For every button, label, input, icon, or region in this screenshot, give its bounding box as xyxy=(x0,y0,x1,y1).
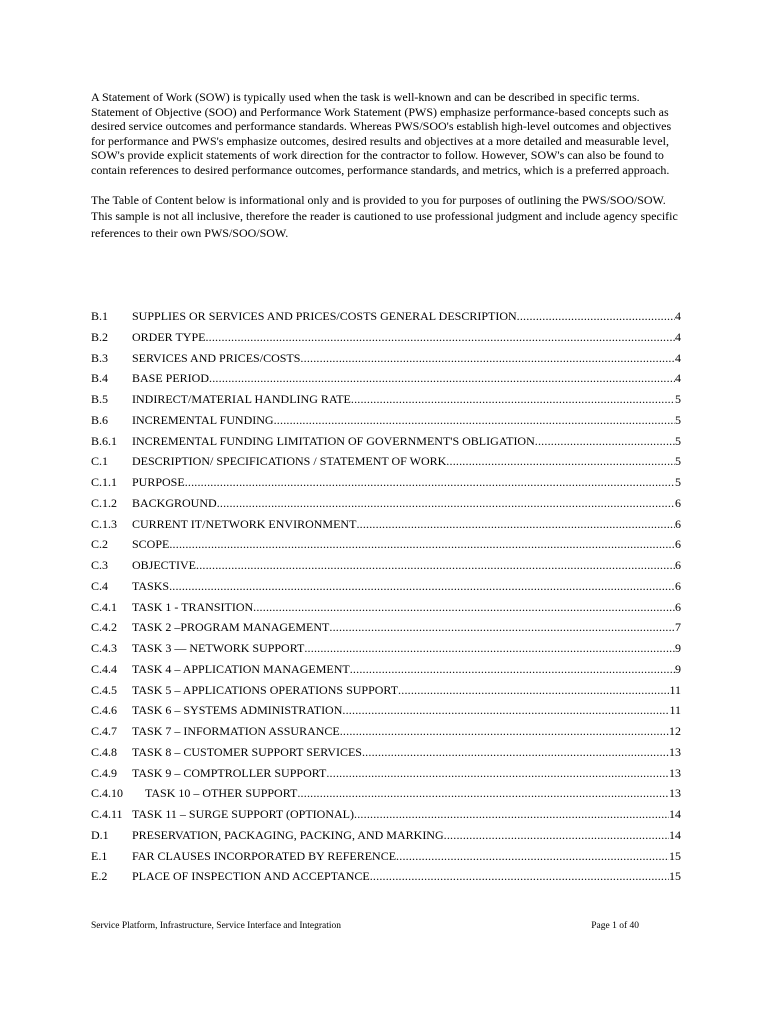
toc-page-number: 13 xyxy=(669,765,681,780)
toc-entry[interactable] xyxy=(91,431,681,452)
toc-entry[interactable] xyxy=(91,306,681,327)
table-of-contents xyxy=(91,306,681,887)
toc-section-number: E.2 xyxy=(91,869,108,884)
toc-entry-body xyxy=(132,410,681,431)
toc-section-number: C.2 xyxy=(91,537,109,552)
toc-dot-leader xyxy=(205,327,675,348)
toc-entry-body xyxy=(132,638,681,659)
toc-section-title: PLACE OF INSPECTION AND ACCEPTANCE xyxy=(132,869,370,884)
toc-section-number: C.4.5 xyxy=(91,682,118,697)
toc-entry[interactable] xyxy=(91,410,681,431)
toc-page-number: 9 xyxy=(675,661,681,676)
toc-entry-body xyxy=(132,389,681,410)
toc-entry-body xyxy=(132,576,681,597)
toc-dot-leader xyxy=(300,348,675,369)
toc-dot-leader xyxy=(535,431,675,452)
toc-entry-body xyxy=(132,659,681,680)
toc-dot-leader xyxy=(185,472,675,493)
toc-entry[interactable] xyxy=(91,700,681,721)
toc-entry-body xyxy=(145,783,681,804)
toc-section-title: TASK 2 –PROGRAM MANAGEMENT xyxy=(132,620,330,635)
toc-entry-body xyxy=(132,721,681,742)
toc-dot-leader xyxy=(209,368,675,389)
toc-dot-leader xyxy=(329,617,675,638)
toc-section-number: C.1 xyxy=(91,454,109,469)
toc-entry[interactable] xyxy=(91,721,681,742)
toc-section-title: BACKGROUND xyxy=(132,495,217,510)
toc-dot-leader xyxy=(370,866,669,887)
toc-page-number: 15 xyxy=(669,869,681,884)
toc-entry[interactable] xyxy=(91,389,681,410)
toc-entry[interactable] xyxy=(91,742,681,763)
footer-title: Service Platform, Infrastructure, Service Interface and Integration xyxy=(91,921,342,931)
toc-section-number: C.4 xyxy=(91,578,109,593)
toc-section-title: BASE PERIOD xyxy=(132,371,210,386)
toc-entry[interactable] xyxy=(91,514,681,535)
toc-section-number: D.1 xyxy=(91,827,109,842)
toc-entry[interactable] xyxy=(91,534,681,555)
toc-section-title: SCOPE xyxy=(132,537,170,552)
toc-section-title: TASK 7 – INFORMATION ASSURANCE xyxy=(132,724,340,738)
toc-section-number: C.4.3 xyxy=(91,641,118,655)
toc-page-number: 7 xyxy=(675,620,681,635)
toc-entry-body xyxy=(132,617,681,638)
toc-section-title: TASKS xyxy=(132,578,170,593)
toc-section-title: CURRENT IT/NETWORK ENVIRONMENT xyxy=(132,516,357,531)
toc-entry[interactable] xyxy=(91,576,681,597)
toc-dot-leader xyxy=(444,825,669,846)
toc-page-number: 5 xyxy=(675,412,681,427)
toc-entry-body xyxy=(132,327,681,348)
toc-section-title: TASK 3 — NETWORK SUPPORT xyxy=(132,641,305,655)
toc-page-number: 13 xyxy=(669,744,681,759)
toc-entry[interactable] xyxy=(91,763,681,784)
toc-entry-body xyxy=(132,306,681,327)
toc-page-number: 4 xyxy=(675,309,681,323)
toc-dot-leader xyxy=(253,597,675,618)
toc-entry-body xyxy=(132,472,681,493)
toc-dot-leader xyxy=(350,659,675,680)
toc-entry[interactable] xyxy=(91,597,681,618)
intro-section xyxy=(91,90,681,251)
toc-dot-leader xyxy=(217,493,675,514)
toc-section-title: PRESERVATION, PACKAGING, PACKING, AND MARKING xyxy=(132,827,444,842)
toc-entry-body xyxy=(132,451,681,472)
toc-section-title: TASK 5 – APPLICATIONS OPERATIONS SUPPORT xyxy=(132,682,399,697)
toc-section-number: B.1 xyxy=(91,309,109,323)
toc-dot-leader xyxy=(340,721,669,742)
toc-dot-leader xyxy=(446,451,675,472)
toc-entry-body xyxy=(132,514,681,535)
toc-section-number: C.1.3 xyxy=(91,516,118,531)
toc-section-number: C.4.11 xyxy=(91,807,123,821)
toc-entry-body xyxy=(132,825,681,846)
toc-dot-leader xyxy=(169,576,675,597)
toc-dot-leader xyxy=(351,389,675,410)
toc-entry[interactable] xyxy=(91,638,681,659)
toc-entry-body xyxy=(132,866,681,887)
toc-section-title: TASK 4 – APPLICATION MANAGEMENT xyxy=(132,661,350,676)
toc-page-number: 6 xyxy=(675,599,681,614)
toc-page-number: 5 xyxy=(675,475,681,489)
toc-page-number: 6 xyxy=(675,537,681,552)
toc-page-number: 6 xyxy=(675,578,681,593)
toc-entry[interactable] xyxy=(91,659,681,680)
page-footer xyxy=(91,921,639,931)
toc-section-title: FAR CLAUSES INCORPORATED BY REFERENCE xyxy=(132,848,397,863)
toc-page-number: 9 xyxy=(675,641,681,655)
page-number: Page 1 of 40 xyxy=(591,921,639,931)
toc-entry[interactable] xyxy=(91,348,681,369)
toc-page-number: 6 xyxy=(675,558,681,572)
toc-section-number: C.4.10 xyxy=(91,786,124,801)
toc-section-title: TASK 10 – OTHER SUPPORT xyxy=(145,786,298,801)
toc-entry[interactable] xyxy=(91,617,681,638)
toc-entry[interactable] xyxy=(91,866,681,887)
toc-dot-leader xyxy=(354,804,669,825)
toc-page-number: 14 xyxy=(669,827,681,842)
toc-dot-leader xyxy=(356,514,675,535)
toc-section-title: SUPPLIES OR SERVICES AND PRICES/COSTS GENERAL DESCRIPTION xyxy=(132,309,517,323)
toc-page-number: 5 xyxy=(675,392,681,406)
toc-section-number: B.5 xyxy=(91,392,109,406)
toc-entry[interactable] xyxy=(91,327,681,348)
toc-section-number: B.6.1 xyxy=(91,433,118,448)
toc-entry-body xyxy=(132,368,681,389)
toc-entry-body xyxy=(132,804,681,825)
toc-entry[interactable] xyxy=(91,680,681,701)
toc-section-number: C.3 xyxy=(91,558,109,572)
toc-entry-body xyxy=(132,680,681,701)
toc-section-number: B.6 xyxy=(91,412,109,427)
toc-entry-body xyxy=(132,534,681,555)
toc-page-number: 11 xyxy=(669,703,681,718)
toc-section-title: TASK 8 – CUSTOMER SUPPORT SERVICES xyxy=(132,744,362,759)
toc-page-number: 13 xyxy=(669,786,681,801)
toc-section-title: ORDER TYPE xyxy=(132,329,206,344)
toc-section-title: SERVICES AND PRICES/COSTS xyxy=(132,350,301,365)
toc-section-number: C.4.1 xyxy=(91,599,118,614)
toc-entry-body xyxy=(132,555,681,576)
toc-page-number: 6 xyxy=(675,495,681,510)
toc-entry[interactable] xyxy=(91,472,681,493)
toc-page-number: 5 xyxy=(675,433,681,448)
toc-section-number: B.2 xyxy=(91,329,109,344)
toc-section-number: C.1.2 xyxy=(91,495,118,510)
toc-entry[interactable] xyxy=(91,804,681,825)
toc-entry[interactable] xyxy=(91,846,681,867)
toc-entry-body xyxy=(132,846,681,867)
toc-page-number: 15 xyxy=(669,848,681,863)
toc-dot-leader xyxy=(517,306,675,327)
toc-section-number: C.4.9 xyxy=(91,765,118,780)
toc-section-number: C.4.7 xyxy=(91,724,118,738)
toc-entry[interactable] xyxy=(91,825,681,846)
toc-entry-body xyxy=(132,742,681,763)
toc-page-number: 11 xyxy=(669,682,681,697)
toc-entry-body xyxy=(132,431,681,452)
toc-section-title: TASK 9 – COMPTROLLER SUPPORT xyxy=(132,765,327,780)
toc-section-title: PURPOSE xyxy=(132,475,185,489)
toc-section-title: INDIRECT/MATERIAL HANDLING RATE xyxy=(132,392,351,406)
toc-dot-leader xyxy=(362,742,669,763)
intro-paragraph: The Table of Content below is informational only and is provided to you for purposes of outlining the PWS/SOO/SOW. This sample is not all inclusive, therefore the reader is cautioned to use professional judgment and include agency specific references to their own PWS/SOO/SOW. xyxy=(91,192,678,240)
toc-dot-leader xyxy=(396,846,669,867)
toc-page-number: 6 xyxy=(675,516,681,531)
toc-page-number: 5 xyxy=(675,454,681,469)
toc-page-number: 14 xyxy=(669,807,681,821)
toc-section-title: DESCRIPTION/ SPECIFICATIONS / STATEMENT OF WORK xyxy=(132,454,447,469)
toc-dot-leader xyxy=(398,680,669,701)
toc-entry-body xyxy=(132,597,681,618)
toc-dot-leader xyxy=(169,534,675,555)
toc-entry[interactable] xyxy=(91,493,681,514)
toc-entry-body xyxy=(132,763,681,784)
toc-section-title: TASK 11 – SURGE SUPPORT (OPTIONAL) xyxy=(132,807,355,821)
toc-section-title: TASK 6 – SYSTEMS ADMINISTRATION xyxy=(132,703,343,718)
toc-dot-leader xyxy=(196,555,675,576)
toc-entry-body xyxy=(132,493,681,514)
toc-entry-body xyxy=(132,700,681,721)
toc-dot-leader xyxy=(297,783,669,804)
toc-entry[interactable] xyxy=(91,555,681,576)
toc-section-title: TASK 1 - TRANSITION xyxy=(132,599,254,614)
toc-dot-leader xyxy=(326,763,669,784)
toc-entry-body xyxy=(132,348,681,369)
toc-entry[interactable] xyxy=(91,368,681,389)
toc-dot-leader xyxy=(304,638,675,659)
toc-entry[interactable] xyxy=(91,783,681,804)
toc-section-number: B.3 xyxy=(91,350,109,365)
toc-section-title: OBJECTIVE xyxy=(132,558,196,572)
toc-section-number: C.4.6 xyxy=(91,703,118,718)
toc-section-number: C.4.4 xyxy=(91,661,118,676)
toc-entry[interactable] xyxy=(91,451,681,472)
toc-section-title: INCREMENTAL FUNDING LIMITATION OF GOVERNMENT'S OBLIGATION xyxy=(132,433,535,448)
toc-section-number: B.4 xyxy=(91,371,109,386)
toc-section-number: E.1 xyxy=(91,848,108,863)
toc-page-number: 4 xyxy=(675,371,681,386)
toc-dot-leader xyxy=(274,410,675,431)
toc-page-number: 12 xyxy=(669,724,681,738)
toc-section-number: C.1.1 xyxy=(91,475,118,489)
toc-dot-leader xyxy=(342,700,669,721)
toc-page-number: 4 xyxy=(675,329,681,344)
toc-section-title: INCREMENTAL FUNDING xyxy=(132,412,274,427)
toc-section-number: C.4.8 xyxy=(91,744,118,759)
intro-paragraph: A Statement of Work (SOW) is typically used when the task is well-known and can be described in specific terms. Statement of Objective (SOO) and Performance Work Statement (PWS) emphasize performance-based concepts such as desired service outcomes and performance standards. Whereas PWS/SOO's establish high-level outcomes and objectives for performance and PWS's emphasize outcomes, desired results and objectives at a more detailed and measurable level, SOW's provide explicit statements of work direction for the contractor to follow. However, SOW's can also be found to contain references to desired performance outcomes, performance standards, and metrics, which is a preferred approach. xyxy=(91,90,672,177)
toc-section-number: C.4.2 xyxy=(91,620,118,635)
toc-page-number: 4 xyxy=(675,350,681,365)
